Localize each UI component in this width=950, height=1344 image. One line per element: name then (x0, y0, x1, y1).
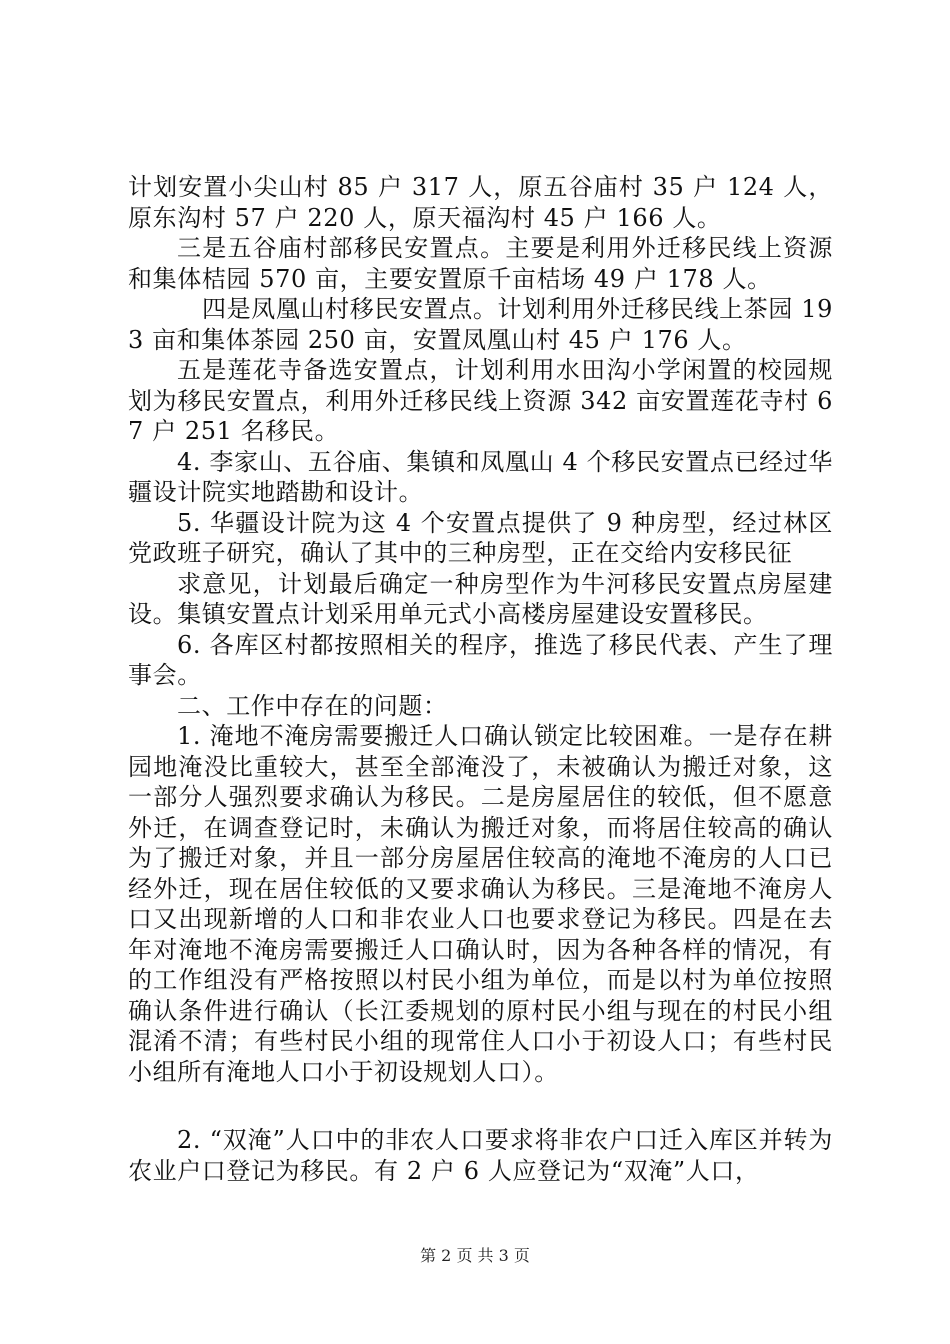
paragraph-lianhuasi-site: 五是莲花寺备选安置点，计划利用水田沟小学闲置的校园规划为移民安置点，利用外迁移民线上资源 342 亩安置莲花寺村 67 户 251 名移民。 (128, 356, 833, 445)
paragraph-gap (128, 1087, 833, 1125)
paragraph-item-6: 6. 各库区村都按照相关的程序，推选了移民代表、产生了理事会。 (128, 630, 833, 689)
paragraph-problem-2: 2. “双淹”人口中的非农人口要求将非农户口迁入库区并转为农业户口登记为移民。有 2 户 6 人应登记为“双淹”人口， (128, 1126, 833, 1185)
paragraph-problem-1: 1. 淹地不淹房需要搬迁人口确认锁定比较困难。一是存在耕园地淹没比重较大，甚至全部淹没了，未被确认为搬迁对象，这一部分人强烈要求确认为移民。二是房屋居住的较低，但不愿意外迁，在调查登记时，未确认为搬迁对象，而将居住较高的确认为了搬迁对象，并且一部分房屋居住较高的淹地不淹房的人口已经外迁，现在居住较低的又要求确认为移民。三是淹地不淹房人口又出现新增的人口和非农业人口也要求登记为移民。四是在去年对淹地不淹房需要搬迁人口确认时，因为各种各样的情况，有的工作组没有严格按照以村民小组为单位，而是以村为单位按照确认条件进行确认（长江委规划的原村民小组与现在的村民小组混淆不清；有些村民小组的现常住人口小于初设人口；有些村民小组所有淹地人口小于初设规划人口）。 (128, 722, 833, 1086)
paragraph-fenghuangshan-site: 四是凤凰山村移民安置点。计划利用外迁移民线上茶园 193 亩和集体茶园 250 亩，安置凤凰山村 45 户 176 人。 (128, 295, 833, 354)
page-footer: 第 2 页 共 3 页 (420, 1246, 530, 1265)
paragraph-item-5-continued: 求意见，计划最后确定一种房型作为牛河移民安置点房屋建设。集镇安置点计划采用单元式小高楼房屋建设安置移民。 (128, 569, 833, 628)
document-body (128, 172, 833, 1186)
section-heading-problems: 二、工作中存在的问题： (177, 691, 448, 720)
paragraph-item-5: 5. 华疆设计院为这 4 个安置点提供了 9 种房型，经过林区党政班子研究，确认了其中的三种房型，正在交给内安移民征 (128, 508, 833, 567)
paragraph-resettlement-list: 计划安置小尖山村 85 户 317 人，原五谷庙村 35 户 124 人，原东沟村 57 户 220 人，原天福沟村 45 户 166 人。 (128, 173, 833, 232)
paragraph-item-4: 4. 李家山、五谷庙、集镇和凤凰山 4 个移民安置点已经过华疆设计院实地踏勘和设计。 (128, 447, 833, 506)
paragraph-wugumiao-site: 三是五谷庙村部移民安置点。主要是利用外迁移民线上资源和集体桔园 570 亩，主要安置原千亩桔场 49 户 178 人。 (128, 234, 833, 293)
